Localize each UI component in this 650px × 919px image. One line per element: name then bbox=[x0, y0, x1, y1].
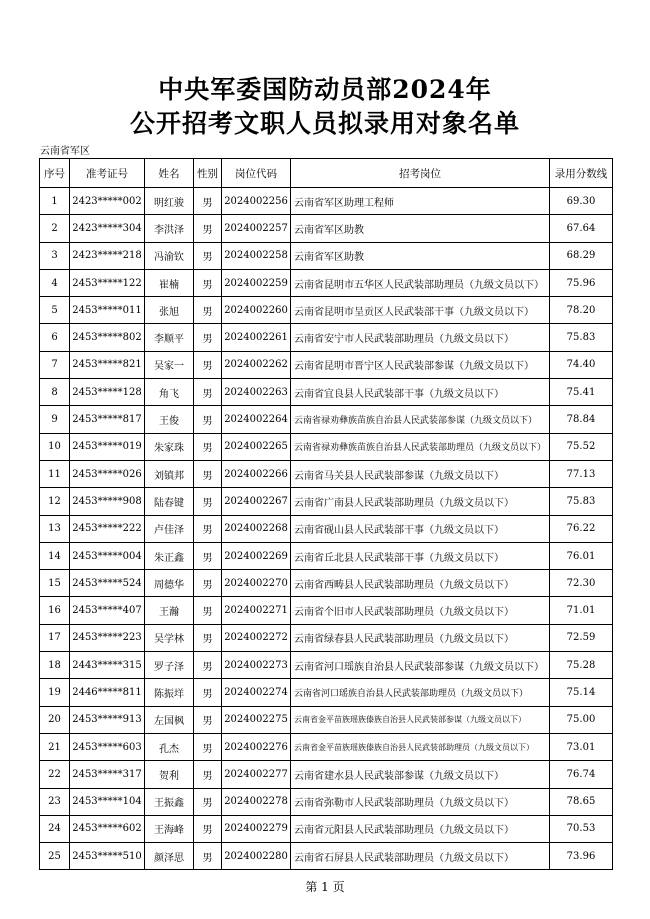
cell-exam-id: 2453*****802 bbox=[70, 324, 145, 351]
cell-post: 云南省河口瑶族自治县人民武装部助理员（九级文员以下） bbox=[291, 679, 550, 706]
cell-score: 75.83 bbox=[550, 324, 613, 351]
cell-no: 23 bbox=[40, 788, 70, 815]
table-row bbox=[40, 515, 613, 542]
table-row bbox=[40, 733, 613, 760]
cell-exam-id: 2453*****524 bbox=[70, 570, 145, 597]
document-title-line-2: 公开招考文职人员拟录用对象名单 bbox=[129, 109, 520, 138]
cell-exam-id: 2453*****407 bbox=[70, 597, 145, 624]
cell-score: 75.83 bbox=[550, 488, 613, 515]
cell-post-code: 2024002257 bbox=[222, 215, 291, 242]
cell-name: 周德华 bbox=[145, 570, 194, 597]
cell-score: 75.52 bbox=[550, 433, 613, 460]
cell-gender: 男 bbox=[194, 788, 222, 815]
cell-gender: 男 bbox=[194, 652, 222, 679]
cell-post-code: 2024002260 bbox=[222, 297, 291, 324]
cell-no: 7 bbox=[40, 351, 70, 378]
cell-name: 陆春键 bbox=[145, 488, 194, 515]
cell-exam-id: 2453*****122 bbox=[70, 269, 145, 296]
cell-post-code: 2024002259 bbox=[222, 269, 291, 296]
cell-no: 17 bbox=[40, 624, 70, 651]
cell-gender: 男 bbox=[194, 242, 222, 269]
cell-gender: 男 bbox=[194, 188, 222, 215]
cell-name: 角飞 bbox=[145, 379, 194, 406]
cell-no: 14 bbox=[40, 542, 70, 569]
cell-post: 云南省西畴县人民武装部助理员（九级文员以下） bbox=[291, 570, 550, 597]
cell-exam-id: 2453*****510 bbox=[70, 843, 145, 870]
table-row bbox=[40, 706, 613, 733]
cell-score: 67.64 bbox=[550, 215, 613, 242]
cell-no: 25 bbox=[40, 843, 70, 870]
cell-name: 吴学林 bbox=[145, 624, 194, 651]
cell-no: 16 bbox=[40, 597, 70, 624]
cell-gender: 男 bbox=[194, 542, 222, 569]
cell-post: 云南省军区助理工程师 bbox=[291, 188, 550, 215]
cell-name: 朱家珠 bbox=[145, 433, 194, 460]
cell-no: 11 bbox=[40, 460, 70, 487]
cell-exam-id: 2423*****304 bbox=[70, 215, 145, 242]
cell-gender: 男 bbox=[194, 297, 222, 324]
cell-gender: 男 bbox=[194, 597, 222, 624]
cell-name: 卢佳泽 bbox=[145, 515, 194, 542]
cell-no: 15 bbox=[40, 570, 70, 597]
cell-exam-id: 2453*****908 bbox=[70, 488, 145, 515]
cell-gender: 男 bbox=[194, 843, 222, 870]
cell-score: 75.00 bbox=[550, 706, 613, 733]
cell-gender: 男 bbox=[194, 324, 222, 351]
cell-no: 3 bbox=[40, 242, 70, 269]
cell-score: 76.01 bbox=[550, 542, 613, 569]
cell-post-code: 2024002258 bbox=[222, 242, 291, 269]
cell-post: 云南省个旧市人民武装部助理员（九级文员以下） bbox=[291, 597, 550, 624]
cell-gender: 男 bbox=[194, 624, 222, 651]
table-row bbox=[40, 624, 613, 651]
cell-post-code: 2024002263 bbox=[222, 379, 291, 406]
cell-post: 云南省弥勒市人民武装部助理员（九级文员以下） bbox=[291, 788, 550, 815]
cell-gender: 男 bbox=[194, 215, 222, 242]
table-row bbox=[40, 679, 613, 706]
cell-score: 75.96 bbox=[550, 269, 613, 296]
header-name: 姓名 bbox=[145, 159, 194, 188]
cell-exam-id: 2453*****019 bbox=[70, 433, 145, 460]
cell-post-code: 2024002278 bbox=[222, 788, 291, 815]
cell-name: 李顺平 bbox=[145, 324, 194, 351]
cell-name: 张旭 bbox=[145, 297, 194, 324]
cell-gender: 男 bbox=[194, 570, 222, 597]
cell-score: 75.41 bbox=[550, 379, 613, 406]
table-row bbox=[40, 570, 613, 597]
cell-no: 20 bbox=[40, 706, 70, 733]
cell-gender: 男 bbox=[194, 269, 222, 296]
cell-name: 李洪泽 bbox=[145, 215, 194, 242]
cell-score: 76.22 bbox=[550, 515, 613, 542]
region-label: 云南省军区 bbox=[40, 146, 90, 157]
cell-no: 12 bbox=[40, 488, 70, 515]
cell-name: 王俊 bbox=[145, 406, 194, 433]
cell-score: 78.65 bbox=[550, 788, 613, 815]
cell-post: 云南省禄劝彝族苗族自治县人民武装部参谋（九级文员以下） bbox=[291, 406, 550, 433]
header-exam-id: 准考证号 bbox=[70, 159, 145, 188]
cell-gender: 男 bbox=[194, 706, 222, 733]
cell-no: 8 bbox=[40, 379, 70, 406]
cell-exam-id: 2453*****026 bbox=[70, 460, 145, 487]
cell-score: 75.28 bbox=[550, 652, 613, 679]
table-row bbox=[40, 297, 613, 324]
cell-name: 左国枫 bbox=[145, 706, 194, 733]
cell-no: 21 bbox=[40, 733, 70, 760]
cell-no: 6 bbox=[40, 324, 70, 351]
cell-post: 云南省元阳县人民武装部助理员（九级文员以下） bbox=[291, 815, 550, 842]
cell-post-code: 2024002256 bbox=[222, 188, 291, 215]
table-row bbox=[40, 351, 613, 378]
cell-score: 73.96 bbox=[550, 843, 613, 870]
cell-no: 13 bbox=[40, 515, 70, 542]
cell-gender: 男 bbox=[194, 679, 222, 706]
cell-no: 19 bbox=[40, 679, 70, 706]
table-row bbox=[40, 843, 613, 870]
cell-post: 云南省绿春县人民武装部助理员（九级文员以下） bbox=[291, 624, 550, 651]
table-row bbox=[40, 488, 613, 515]
cell-score: 78.20 bbox=[550, 297, 613, 324]
cell-score: 77.13 bbox=[550, 460, 613, 487]
cell-name: 孔杰 bbox=[145, 733, 194, 760]
cell-exam-id: 2453*****817 bbox=[70, 406, 145, 433]
table-row bbox=[40, 242, 613, 269]
cell-score: 72.30 bbox=[550, 570, 613, 597]
table-row bbox=[40, 815, 613, 842]
table-row bbox=[40, 406, 613, 433]
cell-score: 70.53 bbox=[550, 815, 613, 842]
cell-exam-id: 2453*****011 bbox=[70, 297, 145, 324]
cell-exam-id: 2423*****218 bbox=[70, 242, 145, 269]
header-post: 招考岗位 bbox=[291, 159, 550, 188]
cell-post-code: 2024002266 bbox=[222, 460, 291, 487]
cell-exam-id: 2453*****222 bbox=[70, 515, 145, 542]
cell-no: 22 bbox=[40, 761, 70, 788]
cell-gender: 男 bbox=[194, 379, 222, 406]
cell-post: 云南省昆明市呈贡区人民武装部干事（九级文员以下） bbox=[291, 297, 550, 324]
cell-post-code: 2024002272 bbox=[222, 624, 291, 651]
cell-gender: 男 bbox=[194, 488, 222, 515]
cell-post-code: 2024002261 bbox=[222, 324, 291, 351]
cell-score: 76.74 bbox=[550, 761, 613, 788]
cell-score: 78.84 bbox=[550, 406, 613, 433]
cell-post: 云南省砚山县人民武装部干事（九级文员以下） bbox=[291, 515, 550, 542]
cell-score: 68.29 bbox=[550, 242, 613, 269]
cell-post-code: 2024002276 bbox=[222, 733, 291, 760]
cell-gender: 男 bbox=[194, 433, 222, 460]
cell-no: 4 bbox=[40, 269, 70, 296]
cell-score: 73.01 bbox=[550, 733, 613, 760]
cell-no: 5 bbox=[40, 297, 70, 324]
cell-exam-id: 2453*****603 bbox=[70, 733, 145, 760]
document-title-line-1: 中央军委国防动员部2024年 bbox=[158, 75, 492, 104]
cell-post-code: 2024002279 bbox=[222, 815, 291, 842]
cell-exam-id: 2453*****821 bbox=[70, 351, 145, 378]
cell-post: 云南省昆明市晋宁区人民武装部参谋（九级文员以下） bbox=[291, 351, 550, 378]
cell-post-code: 2024002262 bbox=[222, 351, 291, 378]
cell-name: 王瀚 bbox=[145, 597, 194, 624]
table-row bbox=[40, 542, 613, 569]
table-row bbox=[40, 788, 613, 815]
cell-post-code: 2024002274 bbox=[222, 679, 291, 706]
header-gender: 性别 bbox=[194, 159, 222, 188]
header-score: 录用分数线 bbox=[550, 159, 613, 188]
cell-exam-id: 2453*****913 bbox=[70, 706, 145, 733]
cell-post: 云南省石屏县人民武装部助理员（九级文员以下） bbox=[291, 843, 550, 870]
cell-exam-id: 2453*****128 bbox=[70, 379, 145, 406]
table-row bbox=[40, 269, 613, 296]
cell-name: 陈振垟 bbox=[145, 679, 194, 706]
cell-post: 云南省河口瑶族自治县人民武装部参谋（九级文员以下） bbox=[291, 652, 550, 679]
cell-post-code: 2024002273 bbox=[222, 652, 291, 679]
cell-post-code: 2024002270 bbox=[222, 570, 291, 597]
cell-gender: 男 bbox=[194, 351, 222, 378]
cell-no: 2 bbox=[40, 215, 70, 242]
cell-name: 吴家一 bbox=[145, 351, 194, 378]
table-row bbox=[40, 652, 613, 679]
table-row bbox=[40, 188, 613, 215]
cell-name: 颜泽思 bbox=[145, 843, 194, 870]
table-row bbox=[40, 324, 613, 351]
cell-score: 69.30 bbox=[550, 188, 613, 215]
cell-no: 24 bbox=[40, 815, 70, 842]
page-number: 第 1 页 bbox=[305, 880, 345, 894]
table-header-row bbox=[40, 159, 613, 188]
cell-exam-id: 2453*****317 bbox=[70, 761, 145, 788]
table-row bbox=[40, 215, 613, 242]
cell-name: 刘镇邦 bbox=[145, 460, 194, 487]
cell-no: 9 bbox=[40, 406, 70, 433]
cell-no: 18 bbox=[40, 652, 70, 679]
cell-gender: 男 bbox=[194, 406, 222, 433]
cell-post: 云南省安宁市人民武装部助理员（九级文员以下） bbox=[291, 324, 550, 351]
cell-post-code: 2024002277 bbox=[222, 761, 291, 788]
cell-post: 云南省建水县人民武装部参谋（九级文员以下） bbox=[291, 761, 550, 788]
cell-name: 明红骏 bbox=[145, 188, 194, 215]
cell-no: 1 bbox=[40, 188, 70, 215]
cell-name: 冯渝钦 bbox=[145, 242, 194, 269]
table-row bbox=[40, 761, 613, 788]
cell-post-code: 2024002280 bbox=[222, 843, 291, 870]
cell-post: 云南省昆明市五华区人民武装部助理员（九级文员以下） bbox=[291, 269, 550, 296]
cell-post-code: 2024002271 bbox=[222, 597, 291, 624]
cell-post: 云南省禄劝彝族苗族自治县人民武装部助理员（九级文员以下） bbox=[291, 433, 550, 460]
cell-post: 云南省马关县人民武装部参谋（九级文员以下） bbox=[291, 460, 550, 487]
table-row bbox=[40, 433, 613, 460]
cell-gender: 男 bbox=[194, 733, 222, 760]
cell-post-code: 2024002264 bbox=[222, 406, 291, 433]
cell-no: 10 bbox=[40, 433, 70, 460]
cell-gender: 男 bbox=[194, 460, 222, 487]
cell-exam-id: 2423*****002 bbox=[70, 188, 145, 215]
cell-name: 朱正鑫 bbox=[145, 542, 194, 569]
cell-post-code: 2024002267 bbox=[222, 488, 291, 515]
cell-exam-id: 2453*****004 bbox=[70, 542, 145, 569]
cell-score: 74.40 bbox=[550, 351, 613, 378]
header-post-code: 岗位代码 bbox=[222, 159, 291, 188]
cell-score: 72.59 bbox=[550, 624, 613, 651]
cell-exam-id: 2453*****104 bbox=[70, 788, 145, 815]
table-row bbox=[40, 597, 613, 624]
cell-name: 王振鑫 bbox=[145, 788, 194, 815]
cell-post: 云南省军区助教 bbox=[291, 242, 550, 269]
cell-post-code: 2024002275 bbox=[222, 706, 291, 733]
cell-gender: 男 bbox=[194, 761, 222, 788]
cell-exam-id: 2453*****602 bbox=[70, 815, 145, 842]
cell-post: 云南省丘北县人民武装部干事（九级文员以下） bbox=[291, 542, 550, 569]
cell-name: 崔楠 bbox=[145, 269, 194, 296]
cell-post: 云南省金平苗族瑶族傣族自治县人民武装部参谋（九级文员以下） bbox=[291, 706, 550, 733]
cell-post-code: 2024002269 bbox=[222, 542, 291, 569]
cell-exam-id: 2443*****315 bbox=[70, 652, 145, 679]
cell-gender: 男 bbox=[194, 815, 222, 842]
candidate-table bbox=[39, 158, 613, 870]
header-no: 序号 bbox=[40, 159, 70, 188]
cell-name: 贺利 bbox=[145, 761, 194, 788]
cell-exam-id: 2453*****223 bbox=[70, 624, 145, 651]
cell-gender: 男 bbox=[194, 515, 222, 542]
cell-post: 云南省金平苗族瑶族傣族自治县人民武装部助理员（九级文员以下） bbox=[291, 733, 550, 760]
table-row bbox=[40, 379, 613, 406]
cell-exam-id: 2446*****811 bbox=[70, 679, 145, 706]
cell-post-code: 2024002265 bbox=[222, 433, 291, 460]
cell-score: 71.01 bbox=[550, 597, 613, 624]
cell-name: 罗子泽 bbox=[145, 652, 194, 679]
cell-score: 75.14 bbox=[550, 679, 613, 706]
cell-name: 王海峰 bbox=[145, 815, 194, 842]
cell-post: 云南省宜良县人民武装部干事（九级文员以下） bbox=[291, 379, 550, 406]
table-row bbox=[40, 460, 613, 487]
cell-post-code: 2024002268 bbox=[222, 515, 291, 542]
cell-post: 云南省广南县人民武装部助理员（九级文员以下） bbox=[291, 488, 550, 515]
cell-post: 云南省军区助教 bbox=[291, 215, 550, 242]
